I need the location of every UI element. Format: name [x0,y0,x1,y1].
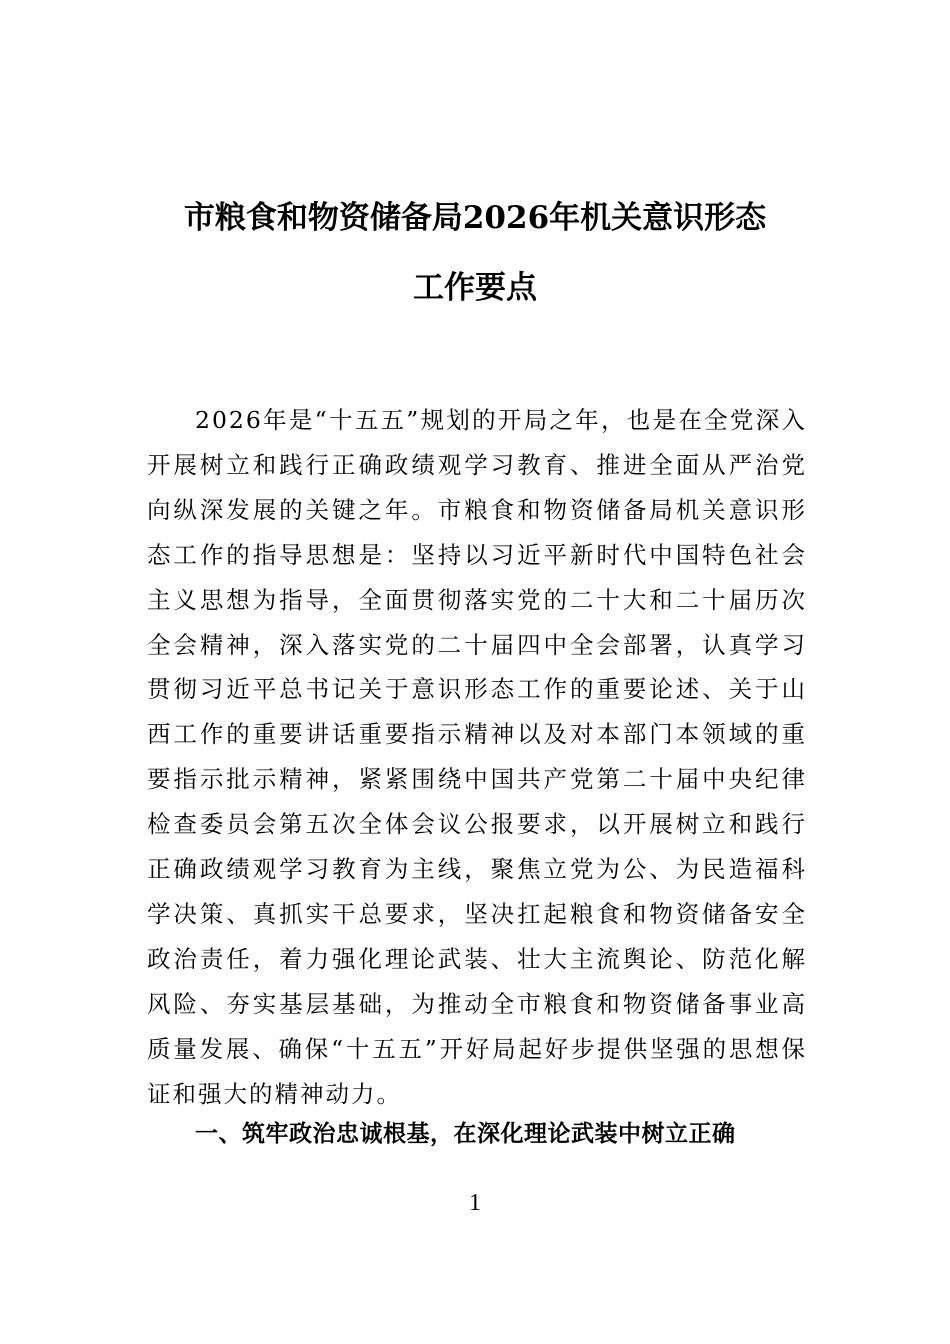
intro-paragraph: 2026年是“十五五”规划的开局之年，也是在全党深入开展树立和践行正确政绩观学习教育、推进全面从严治党向纵深发展的关键之年。市粮食和物资储备局机关意识形态工作的指导思想是：坚持以习近平新时代中国特色社会主义思想为指导，全面贯彻落实党的二十大和二十届历次全会精神，深入落实党的二十届四中全会部署，认真学习贯彻习近平总书记关于意识形态工作的重要论述、关于山西工作的重要讲话重要指示精神以及对本部门本领域的重要指示批示精神，紧紧围绕中国共产党第二十届中央纪律检查委员会第五次全体会议公报要求，以开展树立和践行正确政绩观学习教育为主线，聚焦立党为公、为民造福科学决策、真抓实干总要求，坚决扛起粮食和物资储备安全政治责任，着力强化理论武装、壮大主流舆论、防范化解风险、夯实基层基础，为推动全市粮食和物资储备事业高质量发展、确保“十五五”开好局起好步提供坚强的思想保证和强大的精神动力。 [147,406,807,1108]
section-heading-1: 一、筑牢政治忠诚根基，在深化理论武装中树立正确 [195,1121,736,1147]
document-title-line-2: 工作要点 [413,270,537,306]
page-number: 1 [469,1190,481,1216]
document-title-line-1: 市粮食和物资储备局2026年机关意识形态 [183,200,767,236]
